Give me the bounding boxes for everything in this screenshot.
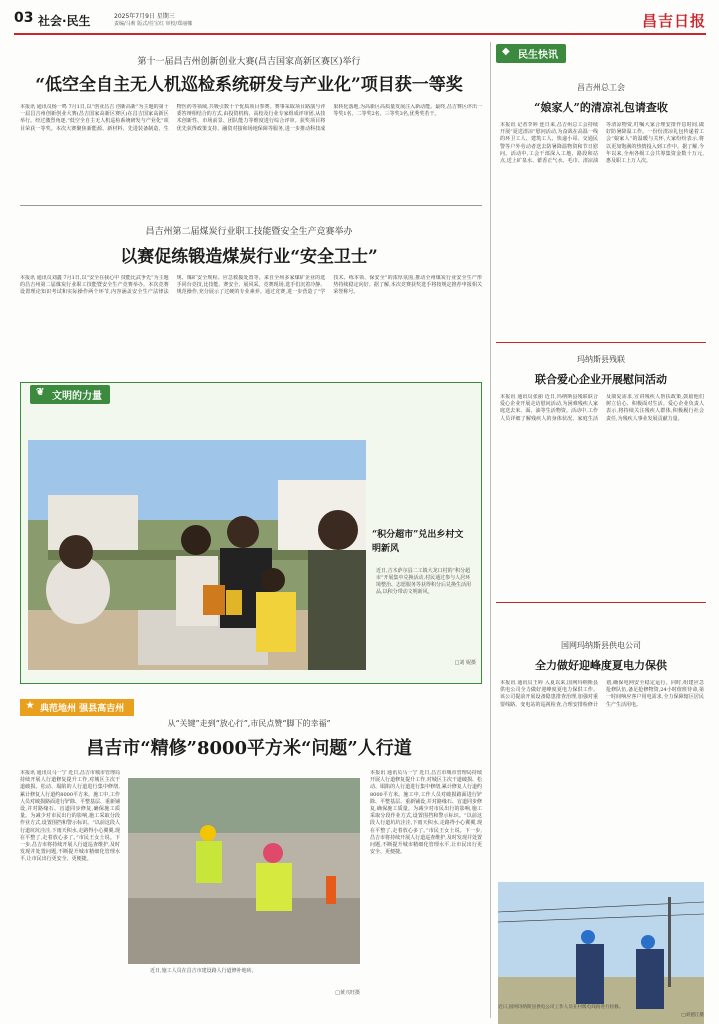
page-number: 03: [14, 10, 34, 26]
story2-body: 本报讯 通讯员张丽 近日,玛纳斯县残联联合爱心企业开展走访慰问活动,为困难残疾人家庭送去米、面、油等生活物资。活动中,工作人员详细了解残疾人的身体状况、家庭生活及康复需求,宣讲残疾人帮扶政策,鼓励他们树立信心、积极面对生活。爱心企业负责人表示,将持续关注残疾人群体,积极履行社会责任,为残疾人事业发展贡献力量。: [500, 394, 704, 422]
bottom-body: 本报讯 通讯员马一宁 近日,昌吉市城市管理局持续开展人行道修复提升工作,对城区主次干道破损、松动、塌陷的人行道进行集中修缮,累计修复人行道约8000平方米。施工中,工作人员对破损路面进行铲除、平整基层、重新铺设,并对路缘石、盲道同步修复,确保施工质量。为减少对市民出行的影响,施工采取分段作业方式,设置围挡和警示标识。“以前这段人行道坑坑洼洼,下雨天积水,走路得小心翼翼,现在平整了,走着放心多了。”市民王女士说。下一步,昌吉市将持续开展人行道巡查维护,及时发现并处置问题,不断提升城市精细化管理水平,让市民出行更安全、更便捷。: [20, 770, 120, 863]
civil-feature-tag-label: 文明的力量: [52, 391, 102, 402]
road-repair-image: [128, 778, 360, 964]
power-line-image: [498, 882, 704, 1024]
story2-title: 联合爱心企业开展慰问活动: [535, 373, 667, 386]
newspaper-logo: 昌吉日报: [641, 12, 706, 30]
power-line-caption: 近日,国网玛纳斯县供电公司工作人员在村级电线路进行检修。: [498, 1005, 624, 1010]
civil-feature-title: “积分超市”兑出乡村文明新风: [372, 530, 464, 554]
editors-line: 责编/马莉 版式/任宝红 审校/郑丽娜: [114, 21, 193, 27]
article1-body: 本报讯 通讯员杨一鸣 7月1日,以“创业昌吉 创新高新”为主题的第十一届昌吉州创新创业大赛(昌吉国家高新区赛区)在昌吉国家高新区举行。经过激烈角逐,“低空全自主无人机巡检系统研发与产业化”项目荣获一等奖。本次大赛聚焦新能源、新材料、先进装备制造、生物医药等领域,共吸引数十个优质项目参赛。赛事采取项目路演与评委答辩相结合的方式,由投资机构、高校及行业专家组成评审团,从技术创新性、市场前景、团队能力等维度进行综合评审。获奖项目将优先获得政策支持、融资对接和场地保障等服务,进一步推动科技成果转化落地,为高新区高质量发展注入新动能。最终,昌吉赛区评出一等奖1名、二等奖2名、三等奖3名,优秀奖若干。: [20, 104, 482, 132]
article1-title: “低空全自主无人机巡检系统研发与产业化”项目获一等奖: [35, 75, 463, 95]
sidebar-tag: [496, 44, 566, 63]
leaf-icon: ❦: [36, 387, 45, 398]
market-scene-image: [28, 440, 366, 670]
column-divider: [490, 42, 491, 1018]
road-repair-caption: 近日,施工人员在昌吉市建设路人行道修补地砖。: [150, 968, 257, 974]
bottom-body-cont: 本报讯 通讯员马一宁 近日,昌吉市城市管理局持续开展人行道修复提升工作,对城区主次干道破损、松动、塌陷的人行道进行集中修缮,累计修复人行道约8000平方米。施工中,工作人员对破损路面进行铲除、平整基层、重新铺设,并对路缘石、盲道同步修复,确保施工质量。为减少对市民出行的影响,施工采取分段作业方式,设置围挡和警示标识。“以前这段人行道坑坑洼洼,下雨天积水,走路得小心翼翼,现在平整了,走着放心多了。”市民王女士说。下一步,昌吉市将持续开展人行道巡查维护,及时发现并处置问题,不断提升城市精细化管理水平,让市民出行更安全、更便捷。: [370, 770, 482, 856]
story3-body: 本报讯 通讯员王婷 入夏以来,国网玛纳斯县供电公司全力做好迎峰度夏电力保供工作。该公司提前开展设备隐患排查治理,加强对重要线路、变电站的巡视检查,合理安排检修计划,确保电网安全稳定运行。同时,组建应急抢修队伍,备足抢修物资,24小时值班待命,第一时间响应客户用电需求,全力保障辖区居民生产生活用电。: [500, 680, 704, 708]
bottom-title: 昌吉市“精修”8000平方米“问题”人行道: [86, 738, 412, 759]
sidebar-divider-2: [496, 602, 706, 603]
article2-body: 本报讯 通讯员刘鑫 7月1日,以“安全在我心中 技能比武争先”为主题的昌吉州第二届煤炭行业职工技能暨安全生产竞赛举办。本次竞赛设置理论知识考试和实际操作两个环节,内容涵盖安全生产法律法规、煤矿安全规程、应急救援处置等。来自全州多家煤矿企业的选手同台竞技,比技能、赛安全、展风采。竞赛现场,选手们沉着冷静、规范操作,充分展示了过硬的专业素养。通过竞赛,进一步营造了“学技术、练本领、保安全”的浓厚氛围,推动全州煤炭行业安全生产形势持续稳定向好。据了解,本次竞赛获奖选手将按规定推荐申报相关荣誉称号。: [20, 275, 482, 296]
bottom-section-tag-label: 典范地州 强县高吉州: [40, 704, 125, 714]
story1-body: 本报讯 记者李婷 连日来,昌吉州总工会持续开展“夏送清凉”慰问活动,为奋战在高温一线的环卫工人、建筑工人、快递小哥、交通民警等户外劳动者送去防暑降温物资和节日慰问。活动中,工会干部深入工地、路段和站点,送上矿泉水、藿香正气水、毛巾、清凉油等清凉物资,叮嘱大家合理安排作息时间,做好防暑降温工作。一份份清凉礼包传递着工会“娘家人”的温暖与关怀,大家纷纷表示,将以更加饱满的热情投入到工作中。据了解,今年以来,全州各级工会共筹集资金数十万元,惠及职工上万人次。: [500, 122, 704, 165]
sidebar-tag-label: 民生快讯: [518, 50, 558, 61]
masthead-rule: [14, 33, 706, 35]
article1-kicker: 第十一届昌吉州创新创业大赛(昌吉国家高新区赛区)举行: [137, 57, 361, 67]
bottom-body-left: [20, 770, 120, 1015]
article2-kicker: 昌吉州第二届煤炭行业职工技能暨安全生产竞赛举办: [145, 227, 353, 237]
bottom-kicker: 从“关键”走到“放心行”,市民点赞“脚下的幸福”: [167, 719, 331, 728]
story3-title: 全力做好迎峰度夏电力保供: [535, 659, 667, 672]
story3-kicker: 国网玛纳斯县供电公司: [561, 641, 641, 650]
story1-kicker: 昌吉州总工会: [577, 83, 625, 92]
power-line-photo: [498, 882, 704, 1024]
road-repair-photo: [128, 778, 360, 964]
masthead: [14, 10, 706, 32]
civil-feature-photo: [28, 440, 366, 670]
power-line-credit: □刘德江摄: [681, 1013, 704, 1018]
bell-icon: ◆: [502, 46, 510, 57]
civil-feature-caption: 近日,吉木萨尔县二工镇大龙口村的“积分超市”开展集中兑换活动,村民通过参与人居环境整治、志愿服务等获得积分后兑换生活用品,以积分带动文明新风。: [376, 568, 472, 595]
issue-date: 2025年7月9日 星期三: [114, 13, 175, 20]
civil-feature-tag: [30, 385, 110, 404]
civil-feature-credit: □刘 妮摄: [454, 660, 476, 666]
star-icon: ★: [26, 701, 35, 711]
article2-title: 以赛促练锻造煤炭行业“安全卫士”: [120, 247, 378, 267]
bottom-body-right: [370, 770, 482, 1015]
story1-title: “娘家人”的清凉礼包请查收: [534, 101, 668, 114]
story2-kicker: 玛纳斯县残联: [577, 355, 625, 364]
divider: [20, 205, 482, 206]
section-name: 社会·民生: [38, 14, 91, 28]
sidebar: [496, 42, 706, 1018]
sidebar-divider-1: [496, 342, 706, 343]
bottom-section-tag: [20, 699, 134, 716]
road-repair-credit: □黄兴旺摄: [335, 990, 360, 996]
